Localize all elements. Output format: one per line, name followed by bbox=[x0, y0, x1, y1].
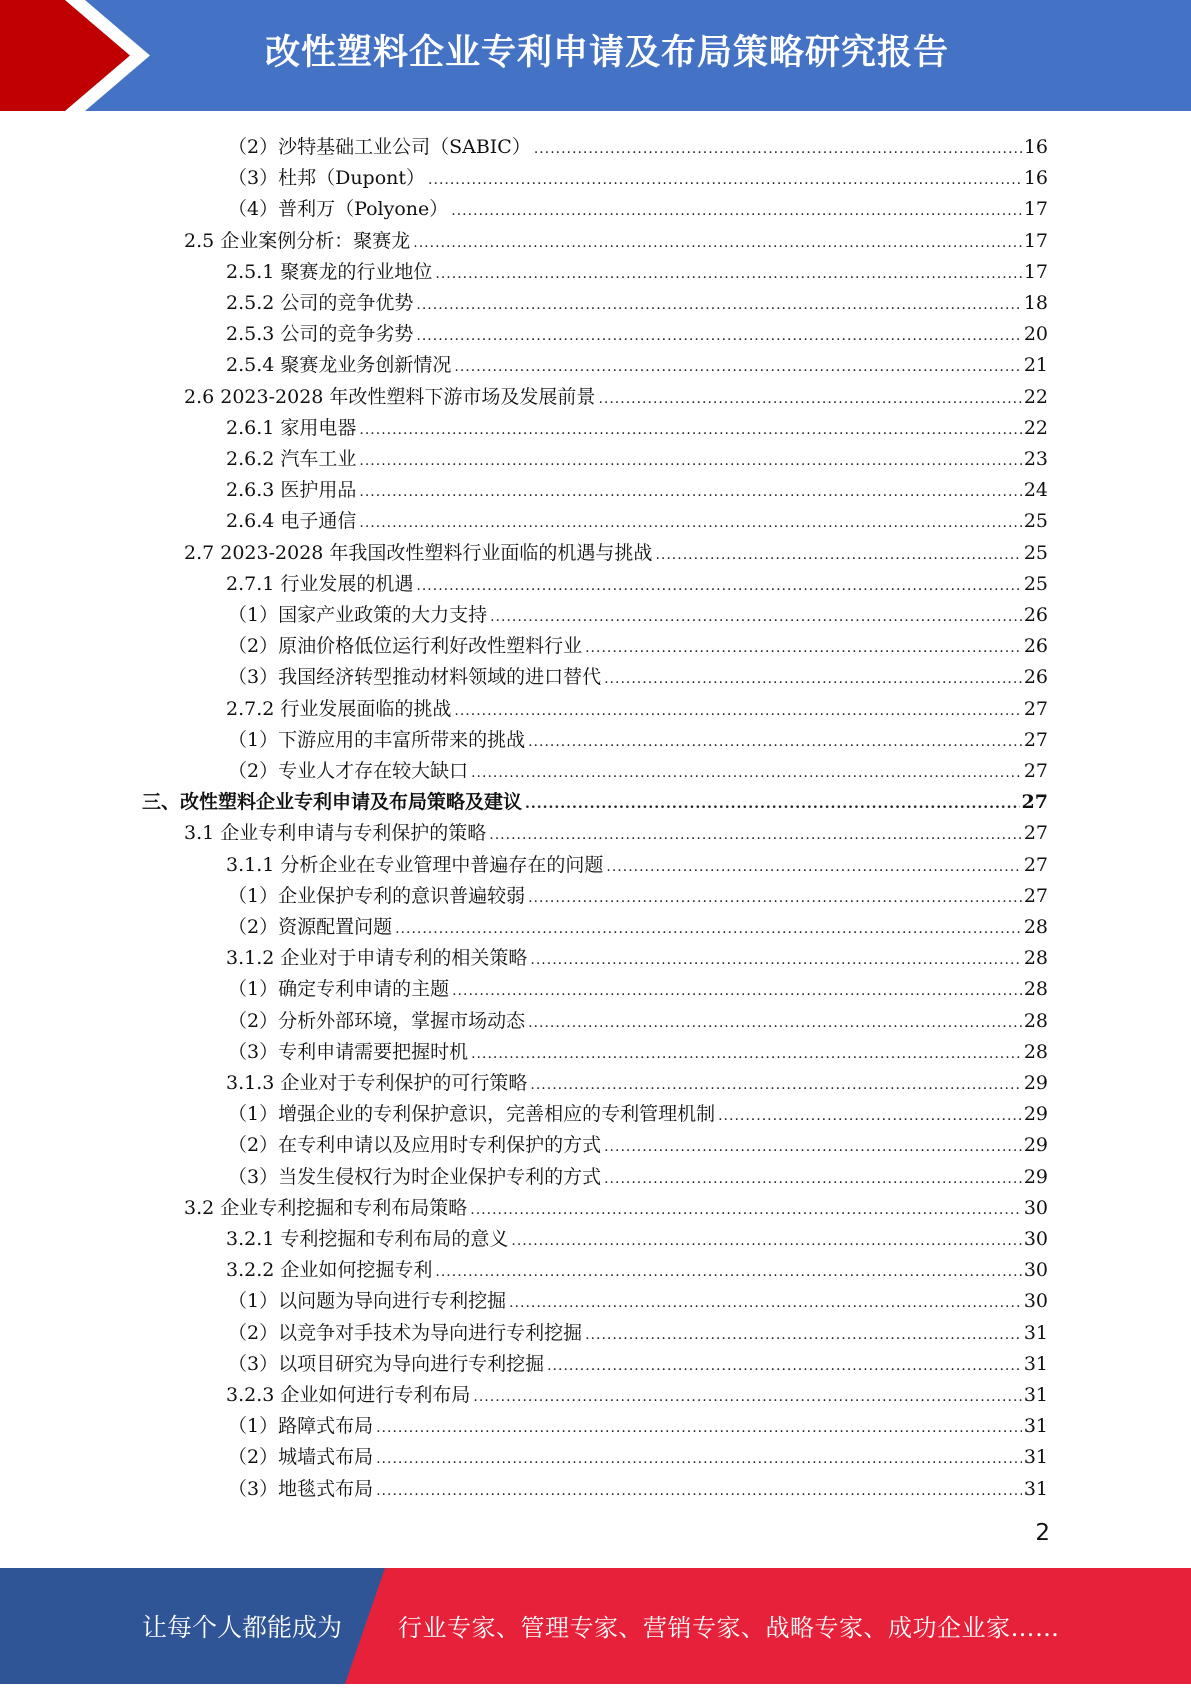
toc-leader-dots bbox=[604, 670, 1022, 688]
toc-entry-page: 31 bbox=[1023, 1352, 1048, 1375]
toc-leader-dots bbox=[489, 826, 1022, 844]
toc-leader-dots bbox=[416, 577, 1021, 595]
toc-leader-dots bbox=[471, 764, 1022, 782]
toc-entry-label: 2.6.1 家用电器 bbox=[226, 416, 357, 439]
toc-entry-label: （1）国家产业政策的大力支持 bbox=[228, 604, 488, 626]
toc-entry-page: 24 bbox=[1023, 479, 1048, 502]
toc-entry-label: （2）专业人才存在较大缺口 bbox=[228, 760, 469, 782]
toc-entry[interactable] bbox=[226, 283, 1048, 314]
toc-entry-label: （2）分析外部环境，掌握市场动态 bbox=[228, 1009, 526, 1032]
toc-entry-page: 26 bbox=[1023, 635, 1048, 658]
toc-entry[interactable] bbox=[228, 626, 1048, 657]
toc-entry-page: 25 bbox=[1023, 510, 1048, 533]
toc-entry[interactable] bbox=[226, 1063, 1048, 1094]
toc-entry[interactable] bbox=[226, 314, 1048, 345]
toc-entry-page: 21 bbox=[1023, 354, 1048, 377]
page-header bbox=[0, 0, 1191, 111]
toc-leader-dots bbox=[604, 1138, 1022, 1156]
toc-entry[interactable] bbox=[228, 595, 1048, 626]
toc-entry[interactable] bbox=[226, 845, 1048, 876]
toc-entry[interactable] bbox=[228, 1094, 1048, 1125]
toc-leader-dots bbox=[606, 858, 1021, 876]
toc-entry-label: 2.6.4 电子通信 bbox=[226, 510, 357, 533]
toc-entry-page: 27 bbox=[1023, 853, 1048, 876]
toc-leader-dots bbox=[530, 1076, 1021, 1094]
toc-entry-page: 30 bbox=[1023, 1196, 1048, 1219]
toc-entry-page: 27 bbox=[1023, 728, 1048, 751]
toc-leader-dots bbox=[528, 889, 1022, 907]
toc-entry-label: 2.7.2 行业发展面临的挑战 bbox=[226, 697, 452, 720]
toc-entry-page: 27 bbox=[1023, 884, 1048, 907]
toc-entry[interactable] bbox=[226, 470, 1048, 501]
toc-entry[interactable] bbox=[184, 377, 1048, 408]
toc-leader-dots bbox=[416, 327, 1021, 345]
toc-leader-dots bbox=[534, 140, 1022, 158]
toc-entry[interactable] bbox=[226, 439, 1048, 470]
toc-entry-label: 2.5 企业案例分析：聚赛龙 bbox=[184, 229, 411, 252]
toc-leader-dots bbox=[511, 1232, 1021, 1250]
toc-leader-dots bbox=[359, 452, 1021, 470]
toc-entry-page: 25 bbox=[1023, 541, 1048, 564]
toc-entry-page: 18 bbox=[1023, 292, 1048, 314]
toc-entry[interactable] bbox=[184, 813, 1048, 844]
toc-entry-label: 2.7.1 行业发展的机遇 bbox=[226, 572, 414, 595]
toc-entry[interactable] bbox=[226, 501, 1048, 532]
toc-entry[interactable] bbox=[228, 189, 1048, 220]
toc-leader-dots bbox=[376, 1419, 1022, 1437]
toc-leader-dots bbox=[470, 1201, 1022, 1219]
toc-entry-label: 2.7 2023-2028 年我国改性塑料行业面临的机遇与挑战 bbox=[184, 541, 653, 564]
toc-entry-page: 27 bbox=[1023, 697, 1048, 720]
toc-entry-page: 16 bbox=[1023, 136, 1048, 158]
toc-entry[interactable] bbox=[228, 1157, 1048, 1188]
toc-leader-dots bbox=[718, 1107, 1022, 1125]
toc-entry-page: 28 bbox=[1023, 978, 1048, 1001]
toc-entry-label: （1）下游应用的丰富所带来的挑战 bbox=[228, 728, 526, 751]
toc-leader-dots bbox=[413, 234, 1022, 252]
toc-entry-label: 3.2.3 企业如何进行专利布局 bbox=[226, 1384, 471, 1406]
footer-slogan-left: 让每个人都能成为 bbox=[142, 1613, 343, 1642]
toc-entry-label: （1）路障式布局 bbox=[228, 1415, 374, 1438]
toc-leader-dots bbox=[452, 982, 1022, 1000]
toc-entry[interactable] bbox=[228, 127, 1048, 158]
toc-entry-page: 30 bbox=[1023, 1259, 1048, 1282]
toc-entry[interactable] bbox=[226, 1250, 1048, 1281]
toc-entry-label: （2）沙特基础工业公司（SABIC） bbox=[228, 136, 531, 158]
toc-leader-dots bbox=[395, 920, 1022, 938]
toc-leader-dots bbox=[435, 265, 1021, 283]
toc-entry-page: 29 bbox=[1023, 1072, 1048, 1094]
toc-leader-dots bbox=[509, 1294, 1022, 1312]
toc-entry-label: （3）专利申请需要把握时机 bbox=[228, 1040, 469, 1063]
toc-entry-label: （3）以项目研究为导向进行专利挖掘 bbox=[228, 1352, 545, 1375]
toc-entry-label: 2.6.2 汽车工业 bbox=[226, 448, 357, 470]
toc-entry[interactable] bbox=[228, 751, 1048, 782]
toc-entry-label: 2.5.2 公司的竞争优势 bbox=[226, 292, 414, 314]
toc-entry[interactable] bbox=[228, 1125, 1048, 1156]
toc-entry-page: 31 bbox=[1023, 1415, 1048, 1438]
toc-entry-label: 2.6.3 医护用品 bbox=[226, 479, 357, 502]
toc-entry[interactable] bbox=[184, 221, 1048, 252]
toc-leader-dots bbox=[454, 358, 1021, 376]
toc-entry[interactable] bbox=[226, 689, 1048, 720]
toc-entry-page: 17 bbox=[1023, 260, 1048, 283]
toc-leader-dots bbox=[435, 1263, 1021, 1281]
toc-entry-page: 27 bbox=[1021, 791, 1048, 814]
page-title: 改性塑料企业专利申请及布局策略研究报告 bbox=[265, 33, 950, 73]
toc-entry-label: （3）杜邦（Dupont） bbox=[228, 167, 426, 190]
toc-leader-dots bbox=[528, 1014, 1022, 1032]
toc-entry[interactable] bbox=[228, 158, 1048, 189]
page-footer bbox=[0, 1568, 1191, 1684]
toc-entry[interactable] bbox=[228, 1001, 1048, 1032]
toc-entry[interactable] bbox=[228, 1032, 1048, 1063]
toc-entry[interactable] bbox=[226, 1219, 1048, 1250]
toc-entry-label: 2.5.3 公司的竞争劣势 bbox=[226, 323, 414, 346]
toc-entry[interactable] bbox=[228, 1406, 1048, 1437]
footer-slogan-right: 行业专家、管理专家、营销专家、战略专家、成功企业家…… bbox=[398, 1614, 1060, 1642]
toc-entry-page: 29 bbox=[1023, 1165, 1048, 1188]
chevron-arrow-icon bbox=[0, 0, 170, 111]
toc-entry[interactable] bbox=[228, 1437, 1048, 1468]
toc-leader-dots bbox=[530, 951, 1021, 969]
toc-entry-label: （2）城墙式布局 bbox=[228, 1446, 374, 1469]
toc-entry[interactable] bbox=[228, 907, 1048, 938]
toc-entry[interactable] bbox=[226, 938, 1048, 969]
toc-leader-dots bbox=[525, 795, 1020, 813]
toc-entry-page: 28 bbox=[1023, 947, 1048, 970]
toc-entry-label: （2）以竞争对手技术为导向进行专利挖掘 bbox=[228, 1321, 583, 1344]
toc-entry-label: （3）当发生侵权行为时企业保护专利的方式 bbox=[228, 1165, 602, 1188]
toc-entry-page: 31 bbox=[1023, 1321, 1048, 1344]
toc-entry[interactable] bbox=[228, 1469, 1048, 1500]
toc-leader-dots bbox=[490, 608, 1022, 626]
toc-leader-dots bbox=[376, 1450, 1022, 1468]
toc-entry-label: 三、改性塑料企业专利申请及布局策略及建议 bbox=[142, 791, 523, 814]
toc-leader-dots bbox=[416, 296, 1021, 314]
toc-entry-page: 22 bbox=[1023, 416, 1048, 439]
toc-leader-dots bbox=[528, 733, 1022, 751]
toc-entry[interactable] bbox=[142, 782, 1048, 813]
toc-entry-label: 3.1.1 分析企业在专业管理中普遍存在的问题 bbox=[226, 853, 604, 876]
toc-entry-page: 17 bbox=[1023, 198, 1048, 221]
toc-entry-label: 3.2 企业专利挖掘和专利布局策略 bbox=[184, 1196, 468, 1219]
toc-entry-page: 31 bbox=[1023, 1446, 1048, 1469]
toc-entry[interactable] bbox=[226, 564, 1048, 595]
toc-entry-page: 20 bbox=[1023, 323, 1048, 346]
toc-entry-label: （1）企业保护专利的意识普遍较弱 bbox=[228, 884, 526, 907]
toc-entry-page: 28 bbox=[1023, 1009, 1048, 1032]
toc-leader-dots bbox=[376, 1482, 1022, 1500]
toc-entry-label: （2）资源配置问题 bbox=[228, 916, 393, 938]
toc-leader-dots bbox=[598, 390, 1021, 408]
toc-leader-dots bbox=[585, 1326, 1022, 1344]
toc-leader-dots bbox=[359, 421, 1021, 439]
toc-entry-page: 31 bbox=[1023, 1384, 1048, 1406]
toc-entry-label: 3.2.1 专利挖掘和专利布局的意义 bbox=[226, 1228, 509, 1250]
toc-leader-dots bbox=[604, 1170, 1022, 1188]
toc-entry-page: 29 bbox=[1023, 1103, 1048, 1126]
toc-entry-page: 17 bbox=[1023, 229, 1048, 252]
toc-entry-page: 16 bbox=[1023, 167, 1048, 190]
toc-entry[interactable] bbox=[226, 345, 1048, 376]
page-number: 2 bbox=[1035, 1520, 1050, 1546]
toc-entry-page: 31 bbox=[1023, 1477, 1048, 1500]
toc-entry-page: 23 bbox=[1023, 448, 1048, 470]
toc-entry-label: 3.2.2 企业如何挖掘专利 bbox=[226, 1259, 433, 1282]
toc-leader-dots bbox=[454, 702, 1021, 720]
toc-entry-label: 2.5.1 聚赛龙的行业地位 bbox=[226, 260, 433, 283]
toc-entry[interactable] bbox=[226, 408, 1048, 439]
toc-entry-page: 26 bbox=[1023, 666, 1048, 689]
toc-entry-label: 3.1 企业专利申请与专利保护的策略 bbox=[184, 822, 487, 845]
toc-entry-page: 29 bbox=[1023, 1134, 1048, 1157]
toc-leader-dots bbox=[428, 171, 1022, 189]
toc-entry-label: （1）以问题为导向进行专利挖掘 bbox=[228, 1290, 507, 1313]
toc-leader-dots bbox=[359, 514, 1021, 532]
toc-entry-page: 27 bbox=[1023, 822, 1048, 845]
toc-entry-label: 2.5.4 聚赛龙业务创新情况 bbox=[226, 354, 452, 377]
toc-entry-label: （4）普利万（Polyone） bbox=[228, 198, 449, 221]
toc-entry-label: （2）在专利申请以及应用时专利保护的方式 bbox=[228, 1134, 602, 1157]
toc-entry-page: 27 bbox=[1023, 760, 1048, 782]
toc-entry[interactable] bbox=[228, 1313, 1048, 1344]
toc-entry[interactable] bbox=[184, 533, 1048, 564]
toc-leader-dots bbox=[655, 546, 1021, 564]
toc-leader-dots bbox=[359, 483, 1021, 501]
toc-leader-dots bbox=[547, 1357, 1022, 1375]
toc-entry-label: 3.1.2 企业对于申请专利的相关策略 bbox=[226, 947, 528, 970]
toc-entry[interactable] bbox=[226, 1375, 1048, 1406]
toc-entry-page: 26 bbox=[1023, 604, 1048, 626]
toc-entry[interactable] bbox=[228, 657, 1048, 688]
toc-entry[interactable] bbox=[228, 1344, 1048, 1375]
toc-entry[interactable] bbox=[184, 1188, 1048, 1219]
toc-entry-label: （3）地毯式布局 bbox=[228, 1477, 374, 1500]
toc-entry-label: （3）我国经济转型推动材料领域的进口替代 bbox=[228, 666, 602, 689]
toc-leader-dots bbox=[471, 1045, 1022, 1063]
toc-entry-label: （1）确定专利申请的主题 bbox=[228, 978, 450, 1001]
toc-entry-page: 30 bbox=[1023, 1228, 1048, 1250]
toc-entry-page: 30 bbox=[1023, 1290, 1048, 1313]
toc-entry[interactable] bbox=[228, 969, 1048, 1000]
toc-leader-dots bbox=[585, 639, 1022, 657]
toc-leader-dots bbox=[451, 202, 1022, 220]
toc-entry[interactable] bbox=[226, 252, 1048, 283]
toc-entry-label: 3.1.3 企业对于专利保护的可行策略 bbox=[226, 1072, 528, 1094]
toc-entry[interactable] bbox=[228, 1281, 1048, 1312]
toc-entry-page: 25 bbox=[1023, 572, 1048, 595]
toc-entry-page: 28 bbox=[1023, 1040, 1048, 1063]
toc-entry[interactable] bbox=[228, 876, 1048, 907]
toc-entry-label: 2.6 2023-2028 年改性塑料下游市场及发展前景 bbox=[184, 385, 596, 408]
toc-entry-page: 22 bbox=[1023, 385, 1048, 408]
toc-entry-label: （1）增强企业的专利保护意识，完善相应的专利管理机制 bbox=[228, 1103, 716, 1126]
toc-entry-page: 28 bbox=[1023, 916, 1048, 938]
toc-entry-label: （2）原油价格低位运行利好改性塑料行业 bbox=[228, 635, 583, 658]
toc-leader-dots bbox=[473, 1388, 1021, 1406]
toc-entry[interactable] bbox=[228, 720, 1048, 751]
